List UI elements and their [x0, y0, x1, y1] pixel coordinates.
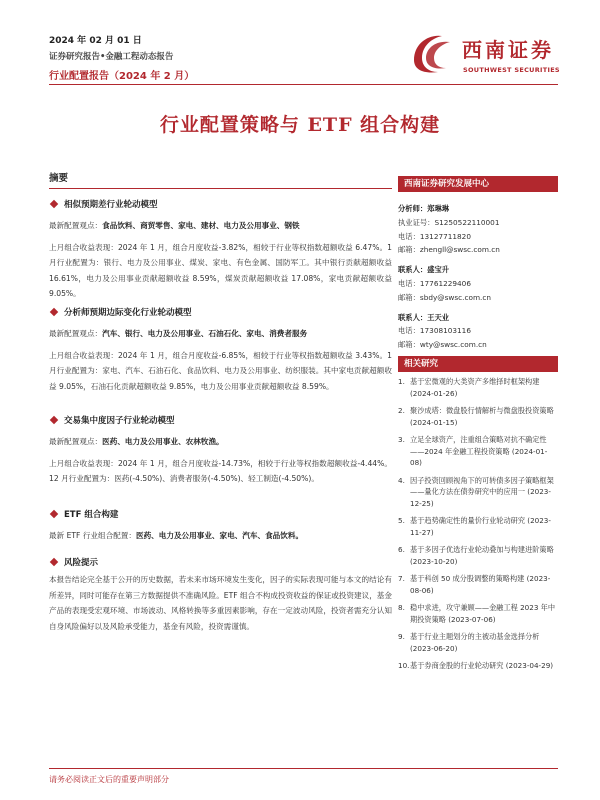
report-header: [49, 33, 329, 81]
list-item-number: 3.: [398, 435, 405, 444]
section-heading: [49, 556, 392, 568]
contact-email[interactable]: 邮箱：sbdy@swsc.com.cn: [398, 292, 492, 302]
abstract-divider: [49, 188, 392, 189]
section-view: [49, 434, 392, 450]
list-item-text: 基于多因子优选行业轮动叠加与构建进阶策略 (2023-10-20): [410, 545, 554, 566]
logo-text-en: SOUTHWEST SECURITIES: [463, 66, 560, 74]
list-item-text: 基于宏微观的大类资产多维择时框架构建 (2024-01-26): [410, 377, 540, 398]
section-trade-concentration-model: [49, 414, 392, 487]
section-similar-expectation-model: [49, 198, 392, 302]
list-item[interactable]: [398, 602, 558, 625]
analyst-email[interactable]: 邮箱：zhengll@swsc.com.cn: [398, 245, 500, 255]
section-analyst-expectation-model: [49, 306, 392, 394]
diamond-bullet-icon: [50, 558, 58, 566]
section-heading: [49, 306, 392, 318]
list-item-number: 1.: [398, 377, 405, 386]
section-heading-text: 风险提示: [64, 558, 99, 568]
contact-block: [398, 263, 558, 304]
section-heading: [49, 508, 392, 520]
section-heading: [49, 414, 392, 426]
list-item-text: 稳中求进，攻守兼顾——金融工程 2023 年中期投资策略 (2023-07-06): [410, 603, 556, 624]
list-item[interactable]: [398, 660, 558, 672]
list-item[interactable]: [398, 573, 558, 596]
related-research-header: 相关研究: [398, 356, 558, 372]
contact-name: 联系人：盛宝升: [398, 265, 450, 275]
contact-email[interactable]: 邮箱：wty@swsc.com.cn: [398, 340, 487, 350]
list-item-text: 基于券商金股的行业轮动研究 (2023-04-29): [410, 661, 554, 670]
view-label: 最新配置观点：: [49, 437, 103, 446]
research-center-panel: [398, 176, 558, 352]
analyst-phone: 电话：13127711820: [398, 231, 471, 241]
list-item-number: 2.: [398, 406, 405, 415]
report-title: 行业配置策略与 ETF 组合构建: [159, 114, 441, 136]
list-item-text: 基于科创 50 成分股调整的策略构建 (2023-08-06): [410, 574, 551, 595]
view-industries: 汽车、银行、电力及公用事业、石油石化、家电、消费者服务: [102, 329, 308, 338]
analyst-license: 执业证号：S1250522110001: [398, 217, 500, 227]
list-item[interactable]: [398, 475, 558, 510]
list-item[interactable]: [398, 544, 558, 567]
analyst-block: [398, 202, 558, 257]
list-item-number: 7.: [398, 574, 405, 583]
contact-block: [398, 311, 558, 352]
section-heading-text: 分析师预期边际变化行业轮动模型: [64, 308, 192, 318]
report-category: 证券研究报告•金融工程动态报告: [49, 52, 174, 62]
diamond-bullet-icon: [50, 416, 58, 424]
logo-mark-icon: [408, 30, 458, 78]
section-performance: 上月组合收益表现：2024 年 1 月，组合月度收益-14.73%，相较于行业等权指数超额收益-4.44%。12 月行业配置为：医药(-4.50%)、消费者服务(-4.50%)、轻工制造(-4.50%)。: [49, 458, 392, 483]
risk-text: 本报告结论完全基于公开的历史数据，若未来市场环境发生变化，因子的实际表现可能与本文的结论有所差异，同时可能存在第三方数据提供不准确风险。ETF 组合不构成投资收益的保证或投资建议，基金产品的表现受宏观环境、市场波动、风格转换等多重因素影响，存在一定波动风险，投资者需充分认知自身风险偏好以及风险承受能力，基金有风险，投资需谨慎。: [49, 575, 392, 631]
related-research-list: [398, 376, 558, 678]
list-item-text: 基于趋势确定性的量价行业轮动研究 (2023-11-27): [410, 516, 551, 537]
contact-phone: 电话：17761229406: [398, 278, 471, 288]
section-view: [49, 326, 392, 342]
section-heading: [49, 198, 392, 210]
report-date: 2024 年 02 月 01 日: [49, 36, 142, 46]
view-label: 最新 ETF 行业组合配置：: [49, 531, 136, 540]
diamond-bullet-icon: [50, 200, 58, 208]
contact-name: 联系人：王天业: [398, 312, 450, 322]
list-item[interactable]: [398, 515, 558, 538]
research-center-header: 西南证券研究发展中心: [398, 176, 558, 192]
view-industries: 医药、电力及公用事业、农林牧渔。: [102, 437, 224, 446]
view-industries: 食品饮料、商贸零售、家电、建材、电力及公用事业、钢铁: [102, 221, 300, 230]
section-heading-text: 交易集中度因子行业轮动模型: [64, 416, 175, 426]
list-item-text: 因子投资回顾视角下的可转债多因子策略框架——量化方法在债券研究中的应用一 (2023-12-25): [410, 475, 554, 508]
list-item-text: 聚沙成塔：微盘股行情解析与微盘股投资策略 (2024-01-15): [410, 406, 554, 427]
logo-text-cn: 西南证券: [462, 38, 554, 62]
list-item-text: 立足全球资产，注重组合策略对抗不确定性——2024 年金融工程投资策略 (2024-01-08): [410, 435, 548, 467]
section-risk-warning: [49, 556, 392, 634]
southwest-securities-logo: [408, 30, 558, 78]
section-heading-text: 相似预期差行业轮动模型: [64, 200, 158, 210]
view-label: 最新配置观点：: [49, 329, 103, 338]
related-research-header-wrap: [398, 356, 558, 372]
section-view: [49, 218, 392, 234]
section-performance: 上月组合收益表现：2024 年 1 月，组合月度收益-3.82%，相较于行业等权指数超额收益 6.47%。1月行业配置为：银行、电力及公用事业、煤炭、家电、有色金属、国防军工。其中银行贡献超额收益 16.61%，电力及公用事业贡献超额收益 8.59%，煤炭贡献超额收益 17.08%，家电贡献超额收益 9.05%。: [49, 242, 392, 298]
diamond-bullet-icon: [50, 510, 58, 518]
section-heading-text: ETF 组合构建: [64, 510, 119, 520]
list-item-number: 10.: [398, 661, 410, 670]
abstract-header: [49, 170, 392, 189]
abstract-label: 摘要: [49, 173, 69, 184]
section-etf-portfolio: [49, 508, 392, 544]
footer-disclaimer[interactable]: 请务必阅读正文后的重要声明部分: [49, 775, 169, 784]
list-item[interactable]: [398, 405, 558, 428]
section-view: [49, 528, 392, 544]
analyst-name: 分析师：郑琳琳: [398, 204, 450, 213]
footer-divider: [49, 768, 558, 769]
list-item-number: 6.: [398, 545, 405, 554]
list-item-number: 5.: [398, 516, 405, 525]
contact-phone: 电话：17308103116: [398, 326, 471, 336]
diamond-bullet-icon: [50, 308, 58, 316]
header-divider: [49, 84, 558, 85]
list-item-number: 4.: [398, 475, 405, 485]
section-performance: 上月组合收益表现：2024 年 1 月，组合月度收益-6.85%，相较于行业等权指数超额收益 3.43%。1 月行业配置为：家电、汽车、石油石化、食品饮料、电力及公用事业、纺织服装。其中家电贡献超额收益 9.05%，石油石化贡献超额收益 9.85%，电力及公用事业贡献超额收益 8.59%。: [49, 350, 392, 391]
list-item-text: 基于行业主题划分的主被动基金选择分析 (2023-06-20): [410, 632, 540, 653]
view-label: 最新配置观点：: [49, 221, 103, 230]
list-item[interactable]: [398, 434, 558, 469]
list-item[interactable]: [398, 376, 558, 399]
list-item-number: 9.: [398, 632, 405, 641]
list-item-number: 8.: [398, 603, 405, 612]
report-subtitle: 行业配置报告（2024 年 2 月）: [49, 71, 195, 82]
list-item[interactable]: [398, 631, 558, 654]
view-industries: 医药、电力及公用事业、家电、汽车、食品饮料。: [135, 531, 304, 540]
